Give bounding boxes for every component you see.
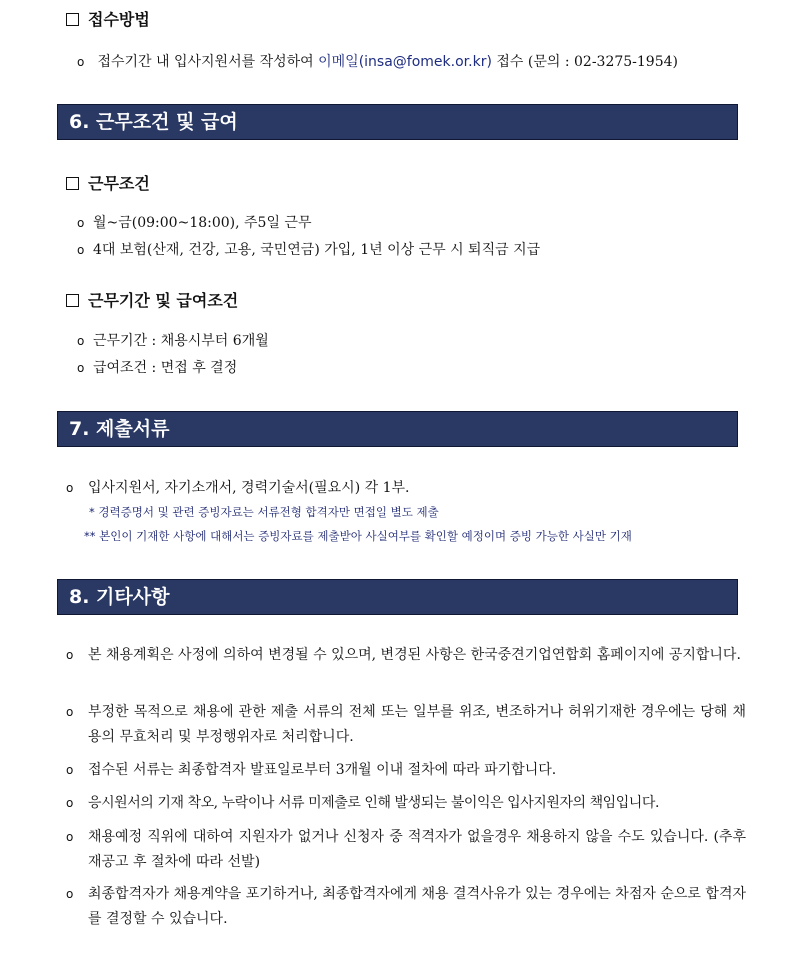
work-condition-item: ο 4대 보험(산재, 건강, 고용, 국민연금) 가입, 1년 이상 근무 시 퇴직금 지급 <box>77 242 541 258</box>
misc-item: ο 채용예정 직위에 대하여 지원자가 없거나 신청자 중 적격자가 없을경우 채용하지 않을 수도 있습니다. (추후 재공고 후 절차에 따라 선발) <box>66 825 746 875</box>
circle-bullet-icon: ο <box>77 334 85 348</box>
circle-bullet-icon: ο <box>66 796 74 810</box>
circle-bullet-icon: ο <box>66 830 74 844</box>
checkbox-square-icon <box>66 294 79 307</box>
circle-bullet-icon: ο <box>66 705 74 719</box>
circle-bullet-icon: ο <box>77 361 85 375</box>
section-7-header: 7. 제출서류 <box>57 411 738 447</box>
circle-bullet-icon: ο <box>66 481 74 495</box>
email-link[interactable]: 이메일(insa@fomek.or.kr) <box>318 54 492 70</box>
circle-bullet-icon: ο <box>66 763 74 777</box>
misc-item: ο 접수된 서류는 최종합격자 발표일로부터 3개월 이내 절차에 따라 파기합니다. <box>66 758 746 783</box>
work-condition-item: ο 월~금(09:00~18:00), 주5일 근무 <box>77 215 312 231</box>
circle-bullet-icon: ο <box>77 216 85 230</box>
apply-heading: 접수방법 <box>66 10 150 30</box>
section-6-header: 6. 근무조건 및 급여 <box>57 104 738 140</box>
work-period-item: ο 근무기간 : 채용시부터 6개월 <box>77 333 269 349</box>
checkbox-square-icon <box>66 177 79 190</box>
documents-item: ο 입사지원서, 자기소개서, 경력기술서(필요시) 각 1부. <box>66 480 410 496</box>
misc-item: ο 최종합격자가 채용계약을 포기하거나, 최종합격자에게 채용 결격사유가 있는 경우에는 차점자 순으로 합격자를 결정할 수 있습니다. <box>66 882 746 932</box>
circle-bullet-icon: ο <box>77 55 85 69</box>
circle-bullet-icon: ο <box>66 648 74 662</box>
circle-bullet-icon: ο <box>77 243 85 257</box>
apply-line: ο 접수기간 내 입사지원서를 작성하여 이메일(insa@fomek.or.kr) 접수 (문의 : 02-3275-1954) <box>77 54 678 70</box>
documents-note-2: ** 본인이 기재한 사항에 대해서는 증빙자료를 제출받아 사실여부를 확인할 예정이며 증빙 가능한 사실만 기재 <box>84 529 632 543</box>
work-period-heading: 근무기간 및 급여조건 <box>66 291 238 311</box>
misc-item: ο 본 채용계획은 사정에 의하여 변경될 수 있으며, 변경된 사항은 한국중견기업연합회 홈페이지에 공지합니다. <box>66 643 746 668</box>
section-8-header: 8. 기타사항 <box>57 579 738 615</box>
circle-bullet-icon: ο <box>66 887 74 901</box>
work-period-item: ο 급여조건 : 면접 후 결정 <box>77 360 238 376</box>
misc-item: ο 부정한 목적으로 채용에 관한 제출 서류의 전체 또는 일부를 위조, 변조하거나 허위기재한 경우에는 당해 채용의 무효처리 및 부정행위자로 처리합니다. <box>66 700 746 750</box>
documents-note-1: * 경력증명서 및 관련 증빙자료는 서류전형 합격자만 면접일 별도 제출 <box>89 505 439 519</box>
work-conditions-heading: 근무조건 <box>66 174 150 194</box>
misc-item: ο 응시원서의 기재 착오, 누락이나 서류 미제출로 인해 발생되는 불이익은 입사지원자의 책임입니다. <box>66 791 746 816</box>
checkbox-square-icon <box>66 13 79 26</box>
